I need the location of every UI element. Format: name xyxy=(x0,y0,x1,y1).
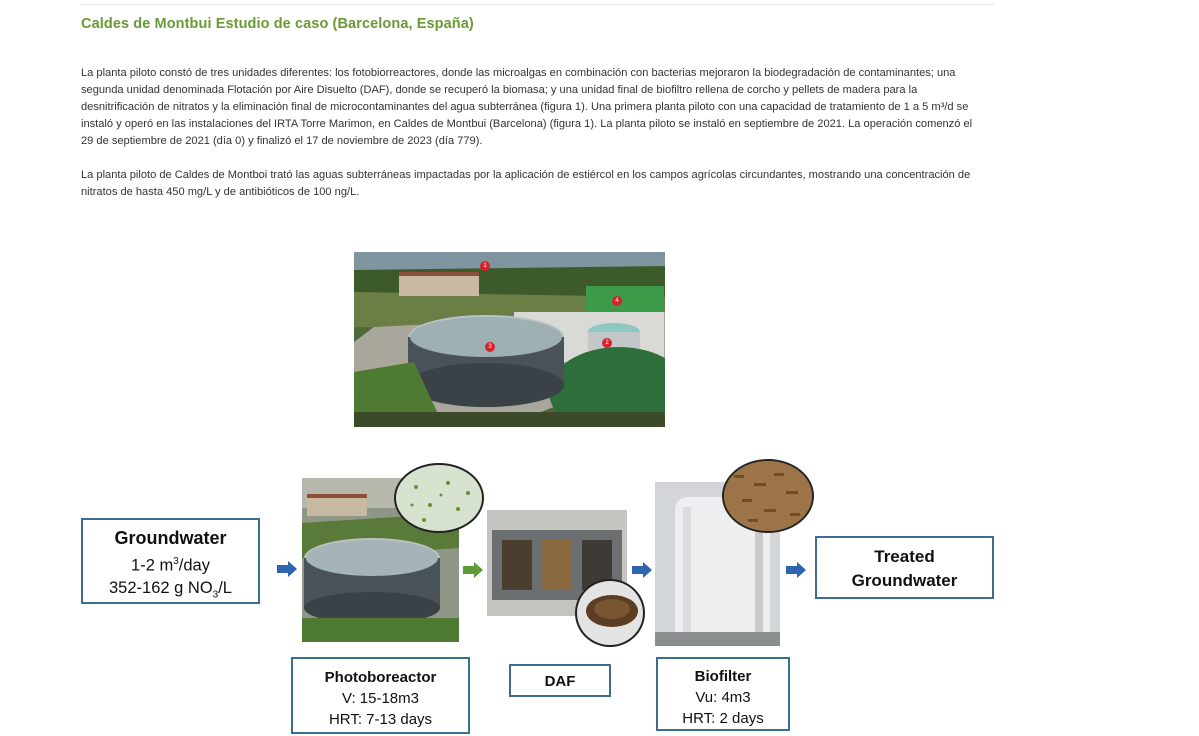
photo-marker: 1 xyxy=(480,261,490,271)
photoboreactor-hrt: HRT: 7-13 days xyxy=(328,711,433,728)
biofilter-title: Biofilter xyxy=(694,668,752,685)
photo-marker: 3 xyxy=(485,342,495,352)
groundwater-box xyxy=(81,518,260,604)
section-heading: Caldes de Montbui Estudio de caso (Barcelona, España) xyxy=(81,16,474,32)
flow-arrow-icon xyxy=(277,561,297,577)
photoboreactor-volume: V: 15-18m3 xyxy=(342,690,419,707)
photo-marker: 2 xyxy=(602,338,612,348)
paragraph-2: La planta piloto de Caldes de Montboi trató las aguas subterráneas impactadas por la aplicación de estiércol en los campos agrícolas circundantes, mostrando una concentración de nitratos de hasta 450 mg/L y de antibióticos de 100 ng/L. xyxy=(81,169,971,198)
pilot-plant-photo xyxy=(354,252,665,427)
treated-line-2: Groundwater xyxy=(851,571,958,590)
groundwater-concentration: 352-162 g $NO_3/L$ xyxy=(109,578,232,600)
wood-pellets-image xyxy=(722,459,814,533)
paragraph-1: La planta piloto constó de tres unidades diferentes: los fotobiorreactores, donde las microalgas en combinación con bacterias mejoraron la biodegradación de contaminantes; una segunda unidad denominada Flotación por Aire Disuelto (DAF), donde se recuperó la biomasa; y una unidad final de biofiltro rellena de corcho y pellets de madera para la desnitrificación de nitratos y la eliminación final de microcontaminantes del agua subterránea (figura 1). Una primera planta piloto con una capacidad de tratamiento de 1 a 5 m³/d se instaló y operó en las instalaciones del IRTA Torre Marimon, en Caldes de Montbui (Barcelona) (figura 1). La planta piloto se instaló en septiembre de 2021. La operación comenzó el 29 de septiembre de 2021 (día 0) y finalizó el 17 de noviembre de 2023 (día 779). xyxy=(81,67,973,147)
top-divider xyxy=(81,4,994,5)
groundwater-title: Groundwater xyxy=(114,528,227,548)
flow-arrow-icon xyxy=(632,562,652,578)
treated-groundwater-box xyxy=(815,536,994,599)
groundwater-flow: 1-2 $m^3$/day xyxy=(131,556,210,575)
flow-arrow-icon xyxy=(463,562,483,578)
treated-line-1: Treated xyxy=(874,547,935,566)
photo-marker: 4 xyxy=(612,296,622,306)
biofilter-box xyxy=(656,657,790,731)
microalgae-microscope-image xyxy=(394,463,484,533)
biofilter-volume: Vu: 4m3 xyxy=(695,689,751,706)
photoboreactor-title: Photoboreactor xyxy=(324,669,437,686)
photoboreactor-box xyxy=(291,657,470,734)
biofilter-hrt: HRT: 2 days xyxy=(682,710,764,727)
flow-arrow-icon xyxy=(786,562,806,578)
sludge-image xyxy=(575,579,645,647)
daf-title: DAF xyxy=(544,673,576,690)
daf-box xyxy=(509,664,611,697)
blank-block xyxy=(271,586,291,628)
